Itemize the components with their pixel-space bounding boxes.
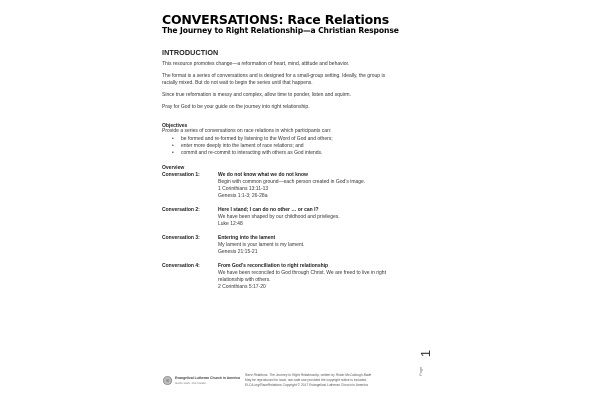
objective-item: enter more deeply into the lament of race relations; and — [181, 143, 304, 149]
section-heading-introduction: INTRODUCTION — [162, 48, 219, 57]
footer-credit: ELCA.org/RaceRelations Copyright © 2017 Evangelical Lutheran Church in America — [245, 383, 368, 387]
conversation-label: Conversation 4: — [162, 263, 200, 269]
page-label: Page — [418, 366, 423, 376]
objective-item: be formed and re-formed by listening to the Word of God and others; — [181, 136, 333, 142]
objectives-heading: Objectives — [162, 123, 188, 129]
intro-paragraph: racially mixed. But do not wait to begin the series until that happens. — [162, 80, 313, 86]
intro-paragraph: Pray for God to be your guide on the journey into right relationship. — [162, 104, 310, 110]
objective-item: commit and re-commit to interacting with others as God intends. — [181, 150, 323, 156]
conversation-line: Luke 12:48 — [218, 221, 243, 227]
conversation-title: We do not know what we do not know — [218, 172, 308, 178]
org-tagline: God's work. Our hands. — [175, 381, 207, 385]
bullet-icon: • — [172, 143, 174, 149]
conversation-line: 1 Corinthians 13:11-13 — [218, 186, 269, 192]
objectives-intro: Provide a series of conversations on race relations in which participants can: — [162, 128, 332, 134]
conversation-line: Genesis 1:1-3; 26-28a — [218, 193, 268, 199]
conversation-title: Entering into the lament — [218, 235, 276, 241]
conversation-line: We have been shaped by our childhood and privileges. — [218, 214, 340, 220]
bullet-icon: • — [172, 150, 174, 156]
page-number-value: 1 — [418, 349, 434, 358]
intro-paragraph: This resource promotes change—a reformation of heart, mind, attitude and behavior. — [162, 61, 350, 67]
footer-credit: May be reproduced for local, non-sale use provided the copyright notice is included. — [245, 378, 368, 382]
conversation-line: We have been reconciled to God through Christ. We are freed to live in right — [218, 270, 386, 276]
conversation-line: My lament is your lament is my lament. — [218, 242, 305, 248]
footer-credit: Race Relations: The Journey to Right Relationship, written by Robin McCullough Bade — [245, 373, 372, 377]
elca-logo-icon — [163, 376, 172, 385]
intro-paragraph: The format is a series of conversations and is designed for a small-group setting. Ideally, the group is — [162, 73, 386, 79]
conversation-label: Conversation 2: — [162, 207, 200, 213]
conversation-label: Conversation 3: — [162, 235, 200, 241]
conversation-line: Begin with common ground—each person created in God’s image. — [218, 179, 366, 185]
bullet-icon: • — [172, 136, 174, 142]
overview-heading: Overview — [162, 165, 185, 171]
conversation-title: Here I stand; I can do no other … or can I? — [218, 207, 319, 213]
conversation-line: relationship with others. — [218, 277, 271, 283]
conversation-line: Genesis 21:15-21 — [218, 249, 258, 255]
intro-paragraph: Since true reformation is messy and complex, allow time to ponder, listen and squirm. — [162, 92, 351, 98]
conversation-title: From God’s reconciliation to right relationship — [218, 263, 329, 269]
page-number — [418, 346, 438, 376]
org-name: Evangelical Lutheran Church in America — [175, 376, 241, 380]
conversation-label: Conversation 1: — [162, 172, 200, 178]
document-title: CONVERSATIONS: Race Relations — [162, 12, 389, 27]
document-subtitle: The Journey to Right Relationship—a Christian Response — [162, 26, 399, 35]
conversation-line: 2 Corinthians 5:17-20 — [218, 284, 266, 290]
